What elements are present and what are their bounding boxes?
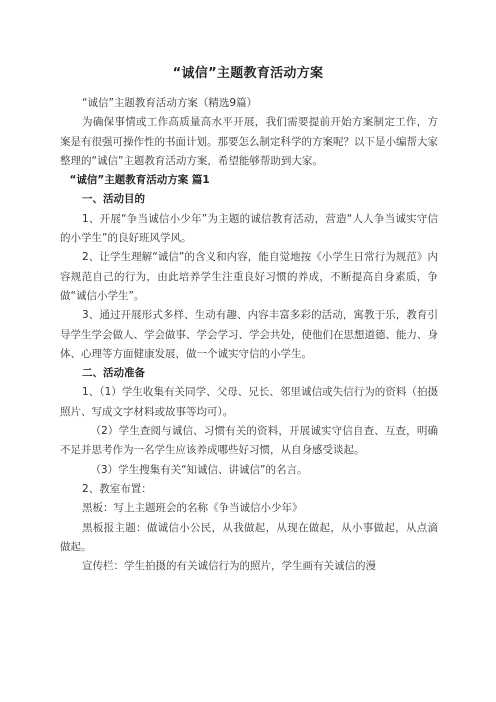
subheading-purpose: 一、活动目的 bbox=[82, 193, 146, 206]
body-paragraph: 2、教室布置： bbox=[82, 482, 152, 495]
intro-paragraph: 为确保事情或工作高质量高水平开展，我们需要提前开始方案制定工作，方案是有很强可操作性的书面计划。那要怎么制定科学的方案呢？以下是小编帮大家整理的“诚信”主题教育活动方案，希望能够帮助到大家。 bbox=[60, 116, 438, 167]
body-paragraph: （3）学生搜集有关“知诚信、讲诚信”的名言。 bbox=[90, 463, 308, 476]
body-paragraph: 宣传栏：学生拍摄的有关诚信行为的照片，学生画有关诚信的漫 bbox=[82, 560, 377, 573]
section-heading: “诚信”主题教育活动方案 篇1 bbox=[69, 174, 210, 187]
document-body bbox=[60, 94, 438, 576]
body-paragraph: 黑板：写上主题班会的名称《争当诚信小少年》 bbox=[82, 502, 303, 515]
subtitle-paragraph: “诚信”主题教育活动方案（精选9篇） bbox=[82, 97, 258, 109]
body-paragraph: 1、开展“争当诚信小少年”为主题的诚信教育活动，营造“人人争当诚实守信的小学生”的良好班风学风。 bbox=[60, 212, 438, 245]
body-paragraph: 2、让学生理解“诚信”的含义和内容，能自觉地按《小学生日常行为规范》内容规范自己的行为，由此培养学生注重良好习惯的养成，不断提高自身素质，争做“诚信小学生”。 bbox=[60, 251, 438, 302]
body-paragraph: 3、通过开展形式多样、生动有趣、内容丰富多彩的活动，寓教于乐，教育引导学生学会做人、学会做事、学会学习、学会共处，使他们在思想道德、能力、身体、心理等方面健康发展，做一个诚实守信的小学生。 bbox=[60, 309, 438, 360]
body-paragraph: 黑板报主题：做诚信小公民，从我做起，从现在做起，从小事做起，从点滴做起。 bbox=[60, 521, 438, 553]
body-paragraph: （2）学生查阅与诚信、习惯有关的资料，开展诚实守信自查、互查，明确不足并思考作为一名学生应该养成哪些好习惯，从自身感受谈起。 bbox=[60, 425, 438, 457]
body-paragraph: 1、（1）学生收集有关同学、父母、兄长、邻里诚信或失信行为的资料（拍摄照片、写成文字材料或故事等均可）。 bbox=[60, 386, 438, 418]
subheading-preparation: 二、活动准备 bbox=[82, 367, 146, 380]
document-title: “诚信”主题教育活动方案 bbox=[172, 66, 324, 81]
